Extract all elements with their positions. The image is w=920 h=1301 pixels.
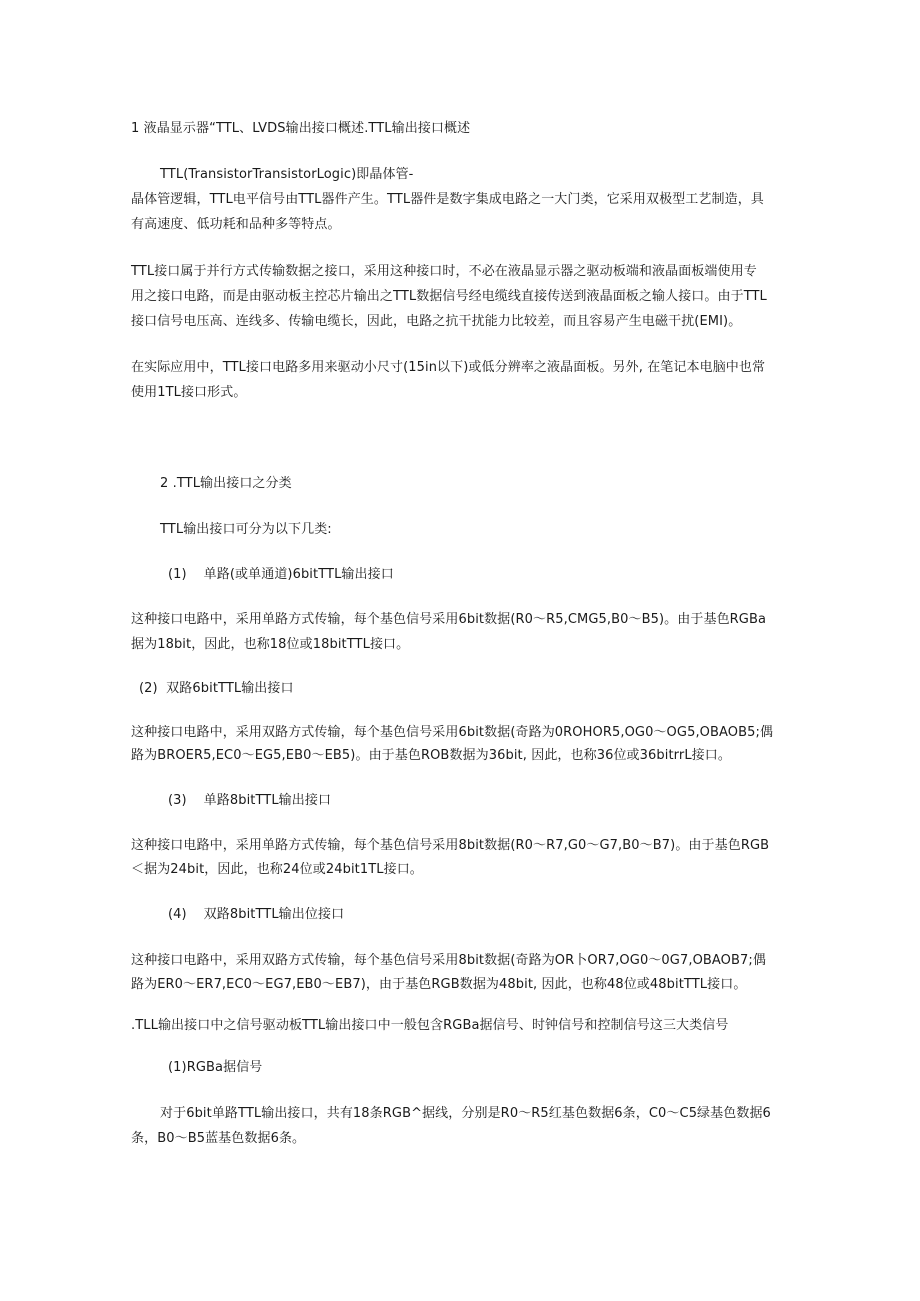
section1-p2-line3: 接口信号电压高、连线多、传输电缆长，因此，电路之抗干扰能力比较差，而且容易产生电磁干扰(EMI)。	[131, 314, 742, 329]
section2-item2-line2: 路为BROER5,EC0～EG5,EB0～EB5)。由于基色ROB数据为36bit, 因此，也称36位或36bitrrL接口。	[131, 748, 731, 763]
section2-item4-line1: 这种接口电路中，采用双路方式传输，每个基色信号采用8bit数据(奇路为OR卜OR7,OG0～0G7,OBAOB7;偶	[131, 953, 766, 968]
section1-p2-line2: 用之接口电路，而是由驱动板主控芯片输出之TTL数据信号经电缆线直接传送到液晶面板之输人接口。由于TTL	[131, 289, 767, 304]
section2-item1-title: (1) 单路(或单通道)6bitTTL输出接口	[168, 567, 394, 582]
section2-item3-line2: ＜据为24bit，因此，也称24位或24bit1TL接口。	[131, 862, 423, 877]
section2-item1-line1: 这种接口电路中，采用单路方式传输，每个基色信号采用6bit数据(R0～R5,CMG5,B0～B5)。由于基色RGBa	[131, 612, 767, 627]
section2-lead: TTL输出接口可分为以下几类:	[160, 522, 332, 537]
section2-item3-title: (3) 单路8bitTTL输出接口	[168, 793, 332, 808]
section2-item2-title: (2) 双路6bitTTL输出接口	[139, 681, 294, 696]
section3-intro: .TLL输出接口中之信号驱动板TTL输出接口中一般包含RGBa据信号、时钟信号和控制信号这三大类信号	[131, 1018, 729, 1033]
section2-item4-line2: 路为ER0～ER7,EC0～EG7,EB0～EB7)，由于基色RGB数据为48bit, 因此，也称48位或48bitTTL接口。	[131, 977, 747, 992]
section1-intro-line1: TTL(TransistorTransistorLogic)即晶体管-	[160, 167, 414, 182]
section1-p3-line2: 使用1TL接口形式。	[131, 385, 247, 400]
section1-p3-line1: 在实际应用中，TTL接口电路多用来驱动小尺寸(15in以下)或低分辨率之液晶面板。另外, 在笔记本电脑中也常	[131, 360, 766, 375]
section2-title: 2 .TTL输出接口之分类	[160, 476, 292, 491]
section2-item3-line1: 这种接口电路中，采用单路方式传输，每个基色信号采用8bit数据(R0～R7,G0～G7,B0～B7)。由于基色RGB	[131, 838, 770, 853]
section1-title: 1 液晶显示器“TTL、LVDS输出接口概述.TTL输出接口概述	[131, 121, 471, 136]
section3-sub1-title: (1)RGBa据信号	[168, 1060, 263, 1075]
section2-item1-line2: 据为18bit，因此，也称18位或18bitTTL接口。	[131, 637, 410, 652]
section2-item2-line1: 这种接口电路中，采用双路方式传输，每个基色信号采用6bit数据(奇路为0ROHOR5,OG0～OG5,OBAOB5;偶	[131, 725, 774, 740]
section2-item4-title: (4) 双路8bitTTL输出位接口	[168, 907, 345, 922]
section3-sub1-line1: 对于6bit单路TTL输出接口，共有18条RGB^据线，分别是R0～R5红基色数据6条，C0～C5绿基色数据6	[160, 1106, 771, 1121]
section1-intro-line3: 有高速度、低功耗和品种多等特点。	[131, 217, 341, 232]
section1-p2-line1: TTL接口属于并行方式传输数据之接口，采用这种接口时，不必在液晶显示器之驱动板端和液晶面板端使用专	[131, 264, 757, 279]
section3-sub1-line2: 条，B0～B5蓝基色数据6条。	[131, 1131, 306, 1146]
section1-intro-line2: 晶体管逻辑，TTL电平信号由TTL器件产生。TTL器件是数字集成电路之一大门类，它采用双极型工艺制造，具	[131, 192, 764, 207]
